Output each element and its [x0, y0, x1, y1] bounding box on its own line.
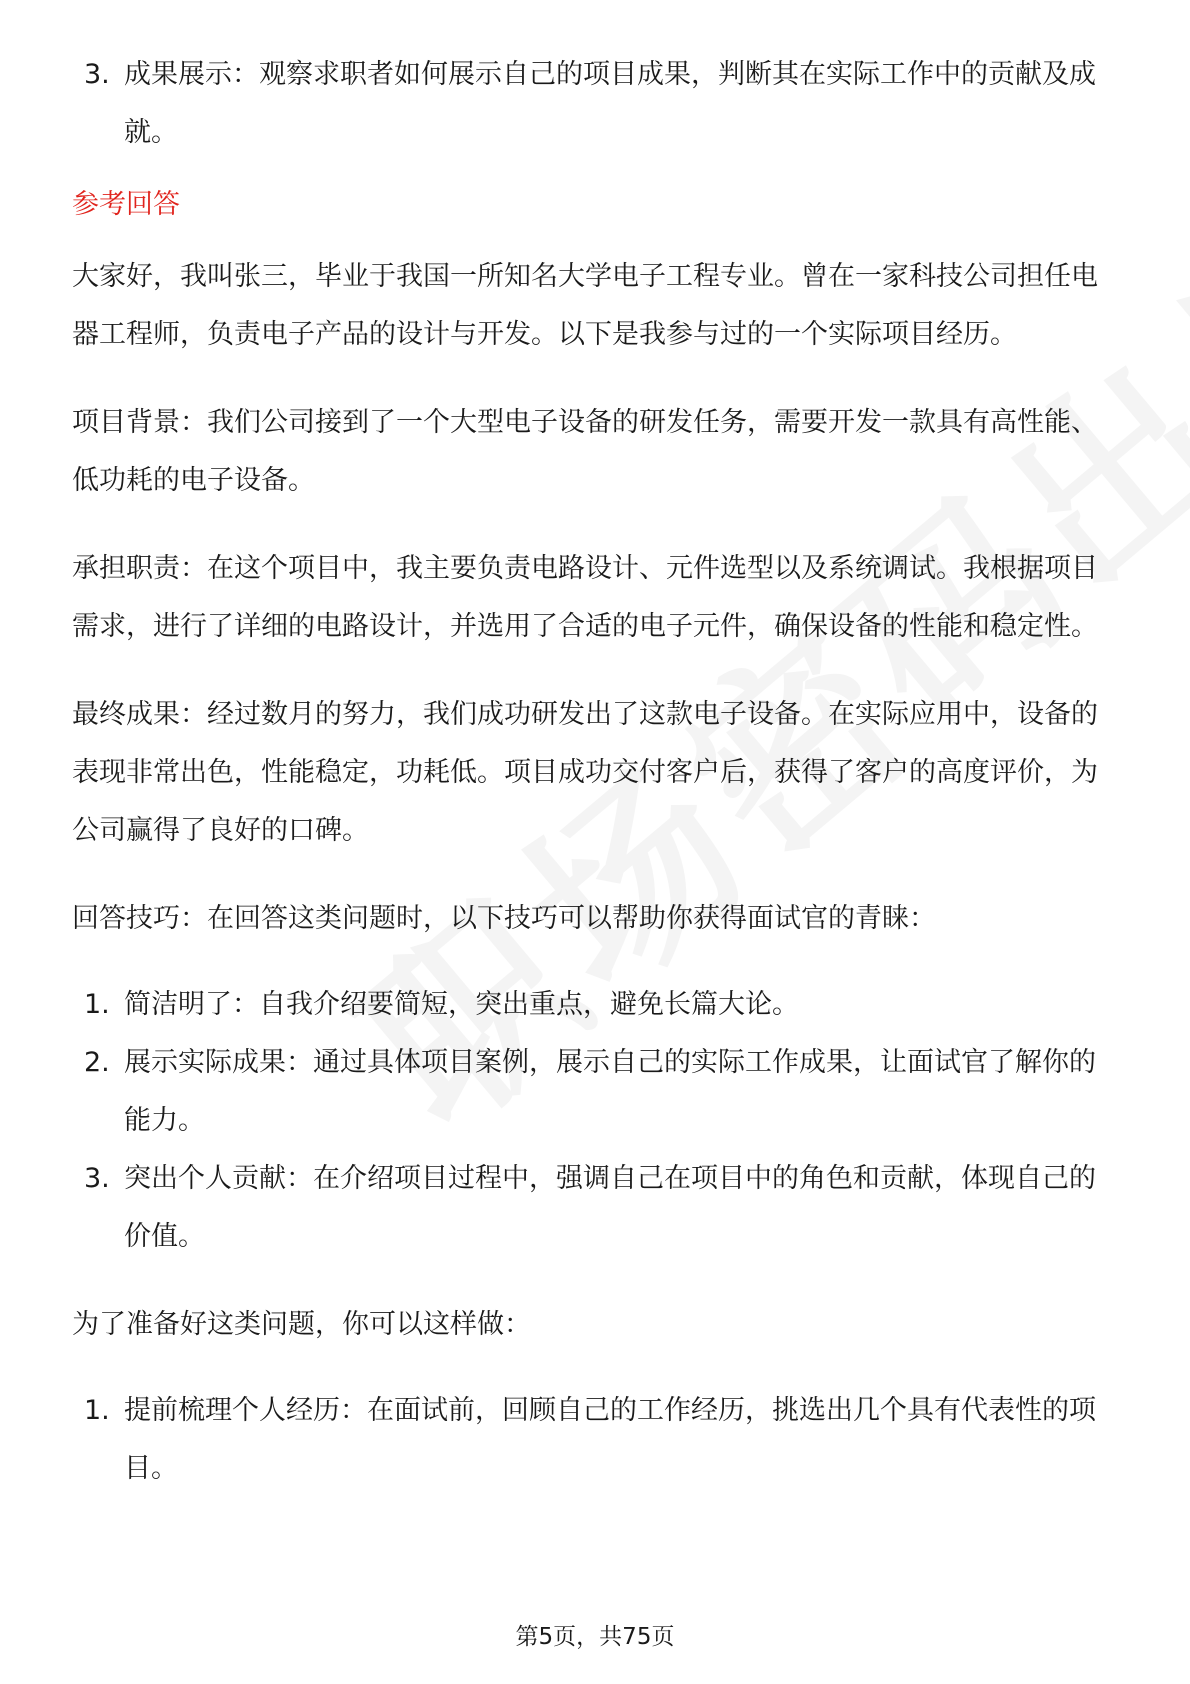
paragraph-tips-intro: 回答技巧：在回答这类问题时，以下技巧可以帮助你获得面试官的青睐： [72, 903, 936, 934]
list-item [72, 46, 1122, 162]
list-item-text: 突出个人贡献：在介绍项目过程中，强调自己在项目中的角色和贡献，体现自己的价值。 [124, 1163, 1096, 1252]
list-number: 1. [84, 1395, 110, 1426]
paragraph-responsibility: 承担职责：在这个项目中，我主要负责电路设计、元件选型以及系统调试。我根据项目需求，进行了详细的电路设计，并选用了合适的电子元件，确保设备的性能和稳定性。 [72, 553, 1098, 642]
list-number: 2. [84, 1047, 110, 1078]
paragraph-intro: 大家好，我叫张三，毕业于我国一所知名大学电子工程专业。曾在一家科技公司担任电器工程师，负责电子产品的设计与开发。以下是我参与过的一个实际项目经历。 [72, 261, 1098, 350]
list-item-text: 简洁明了：自我介绍要简短，突出重点，避免长篇大论。 [124, 989, 799, 1020]
list-item [72, 1150, 1122, 1266]
list-number: 3. [84, 59, 110, 90]
list-item [72, 976, 1122, 1034]
list-item-text: 成果展示：观察求职者如何展示自己的项目成果，判断其在实际工作中的贡献及成就。 [124, 59, 1096, 148]
paragraph-background: 项目背景：我们公司接到了一个大型电子设备的研发任务，需要开发一款具有高性能、低功耗的电子设备。 [72, 407, 1098, 496]
list-item-text: 展示实际成果：通过具体项目案例，展示自己的实际工作成果，让面试官了解你的能力。 [124, 1047, 1096, 1136]
page-footer: 第5页，共75页 [515, 1624, 675, 1650]
paragraph-prep-intro: 为了准备好这类问题，你可以这样做： [72, 1309, 531, 1340]
page-content [72, 46, 1122, 1498]
paragraph-result: 最终成果：经过数月的努力，我们成功研发出了这款电子设备。在实际应用中，设备的表现非常出色，性能稳定，功耗低。项目成功交付客户后，获得了客户的高度评价，为公司赢得了良好的口碑。 [72, 699, 1098, 846]
list-item [72, 1034, 1122, 1150]
list-item-text: 提前梳理个人经历：在面试前，回顾自己的工作经历，挑选出几个具有代表性的项目。 [124, 1395, 1096, 1484]
list-number: 3. [84, 1163, 110, 1194]
list-number: 1. [84, 989, 110, 1020]
list-item [72, 1382, 1122, 1498]
section-title: 参考回答 [72, 189, 180, 220]
